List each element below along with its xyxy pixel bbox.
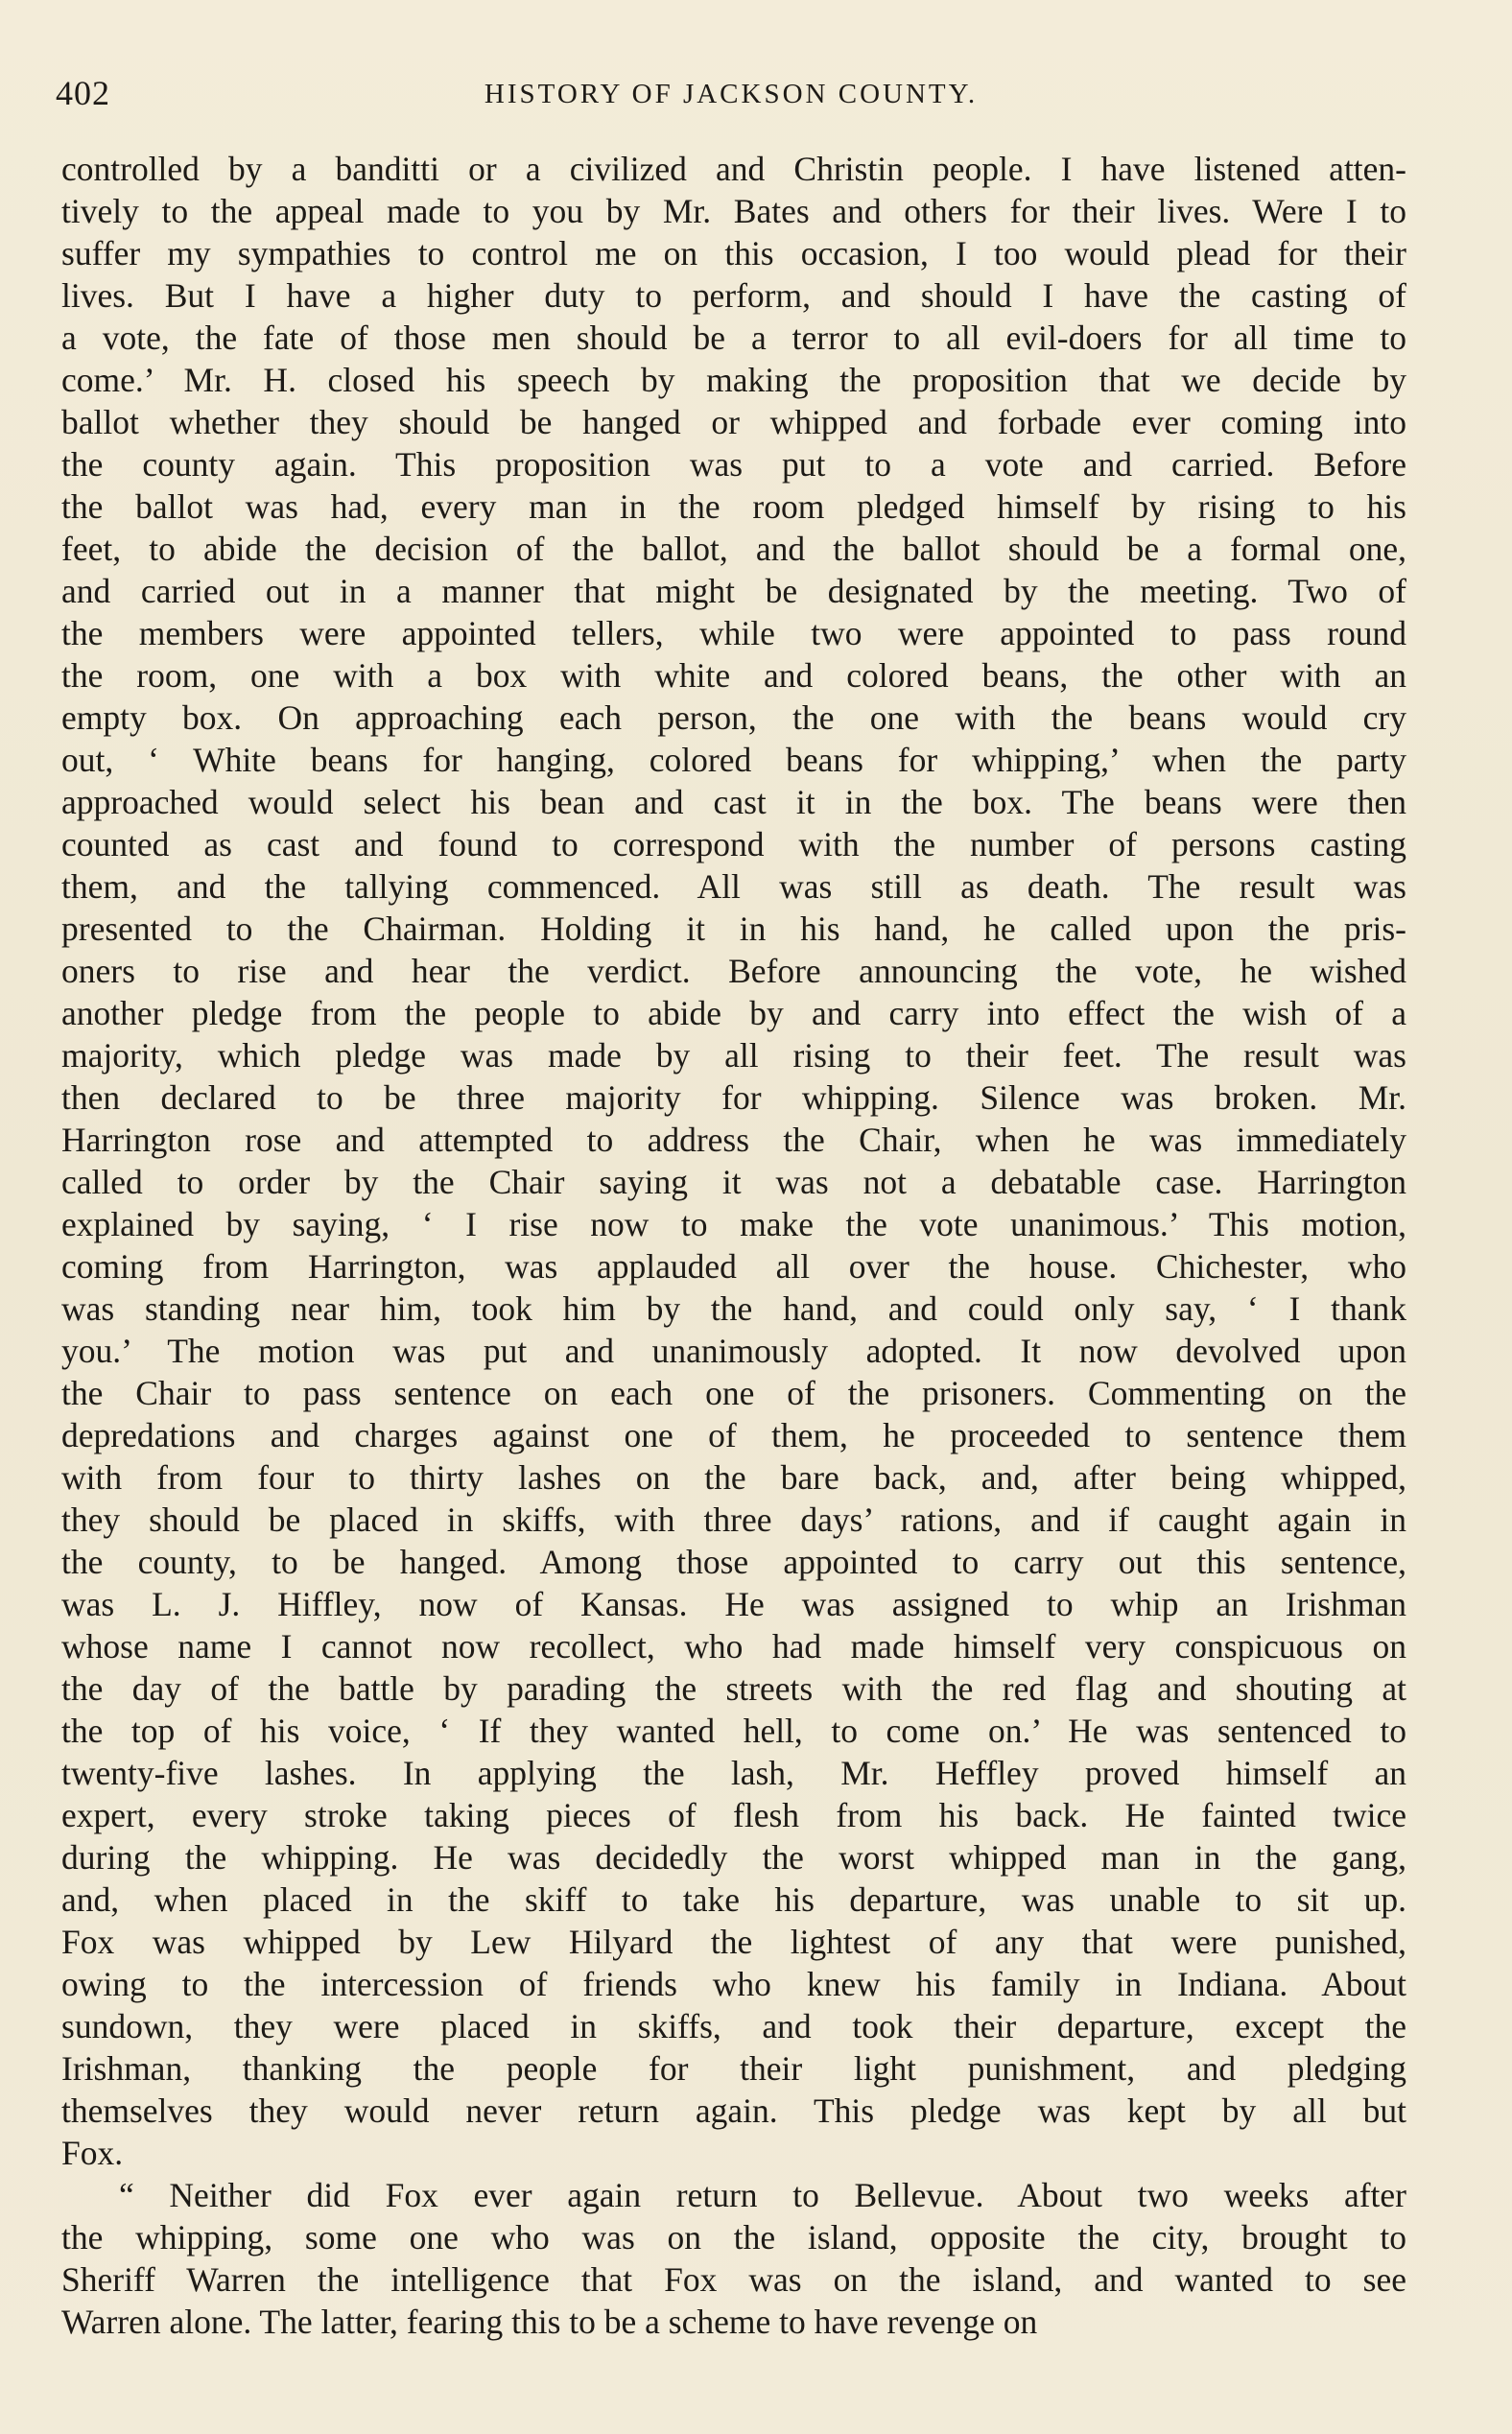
text-line: the county again. This proposition was put to a vote and carried. Before: [61, 445, 1406, 484]
text-line: and, when placed in the skiff to take his departure, was unable to sit up.: [61, 1880, 1406, 1919]
text-line: with from four to thirty lashes on the bare back, and, after being whipped,: [61, 1458, 1406, 1497]
page-number: 402: [56, 74, 110, 112]
text-line: suffer my sympathies to control me on this occasion, I too would plead for their: [61, 234, 1406, 272]
text-line: lives. But I have a higher duty to perform, and should I have the casting of: [61, 276, 1406, 315]
text-line: Fox.: [61, 2134, 124, 2172]
text-line: was L. J. Hiffley, now of Kansas. He was assigned to whip an Irishman: [61, 1585, 1406, 1623]
text-line: feet, to abide the decision of the ballot, and the ballot should be a formal one,: [61, 530, 1406, 568]
text-line: ballot whether they should be hanged or whipped and forbade ever coming into: [61, 403, 1406, 441]
text-line: the Chair to pass sentence on each one of the prisoners. Commenting on the: [61, 1374, 1406, 1412]
running-head: HISTORY OF JACKSON COUNTY.: [484, 79, 979, 109]
text-line: owing to the intercession of friends who knew his family in Indiana. About: [61, 1965, 1406, 2003]
text-line: called to order by the Chair saying it was not a debatable case. Harrington: [61, 1163, 1406, 1201]
text-line: come.’ Mr. H. closed his speech by making the proposition that we decide by: [61, 361, 1406, 399]
text-line: a vote, the fate of those men should be a terror to all evil-doers for all time to: [61, 319, 1406, 357]
text-line: them, and the tallying commenced. All was still as death. The result was: [61, 867, 1406, 906]
text-line: another pledge from the people to abide by and carry into effect the wish of a: [61, 994, 1406, 1032]
text-line: they should be placed in skiffs, with three days’ rations, and if caught again in: [61, 1501, 1406, 1539]
text-line: controlled by a banditti or a civilized and Christin people. I have listened atten-: [61, 150, 1406, 188]
text-line: explained by saying, ‘ I rise now to make the vote unanimous.’ This motion,: [61, 1205, 1406, 1243]
page-header: [56, 73, 1406, 115]
text-line: empty box. On approaching each person, the one with the beans would cry: [61, 698, 1406, 737]
text-line: the room, one with a box with white and colored beans, the other with an: [61, 656, 1406, 695]
text-line: approached would select his bean and cast it in the box. The beans were then: [61, 783, 1406, 821]
text-line: during the whipping. He was decidedly the worst whipped man in the gang,: [61, 1838, 1406, 1877]
text-line: was standing near him, took him by the hand, and could only say, ‘ I thank: [61, 1289, 1406, 1328]
text-line: whose name I cannot now recollect, who had made himself very conspicuous on: [61, 1627, 1406, 1666]
text-line: presented to the Chairman. Holding it in his hand, he called upon the pris-: [61, 910, 1406, 948]
text-line: Irishman, thanking the people for their light punishment, and pledging: [61, 2049, 1406, 2088]
text-line: coming from Harrington, was applauded all over the house. Chichester, who: [61, 1247, 1406, 1286]
text-line: Fox was whipped by Lew Hilyard the lightest of any that were punished,: [61, 1923, 1406, 1961]
text-line: the whipping, some one who was on the island, opposite the city, brought to: [61, 2218, 1406, 2257]
text-line: themselves they would never return again. This pledge was kept by all but: [61, 2091, 1406, 2130]
text-line: the ballot was had, every man in the room pledged himself by rising to his: [61, 487, 1406, 526]
text-line: Warren alone. The latter, fearing this to be a scheme to have revenge on: [61, 2303, 1038, 2341]
text-line: the top of his voice, ‘ If they wanted hell, to come on.’ He was sentenced to: [61, 1712, 1406, 1750]
body-text: [61, 148, 1406, 2343]
text-line: oners to rise and hear the verdict. Before announcing the vote, he wished: [61, 952, 1406, 990]
text-line: twenty-five lashes. In applying the lash, Mr. Heffley proved himself an: [61, 1754, 1406, 1792]
text-line: you.’ The motion was put and unanimously adopted. It now devolved upon: [61, 1332, 1406, 1370]
text-line: depredations and charges against one of them, he proceeded to sentence them: [61, 1416, 1406, 1454]
text-line: counted as cast and found to correspond with the number of persons casting: [61, 825, 1406, 863]
text-line: tively to the appeal made to you by Mr. Bates and others for their lives. Were I to: [61, 192, 1406, 230]
text-line: then declared to be three majority for whipping. Silence was broken. Mr.: [61, 1078, 1406, 1117]
text-line: out, ‘ White beans for hanging, colored beans for whipping,’ when the party: [61, 741, 1406, 779]
text-line: the day of the battle by parading the streets with the red flag and shouting at: [61, 1669, 1406, 1708]
text-line: Harrington rose and attempted to address the Chair, when he was immediately: [61, 1121, 1406, 1159]
text-line: sundown, they were placed in skiffs, and took their departure, except the: [61, 2007, 1406, 2045]
text-line: “ Neither did Fox ever again return to Bellevue. About two weeks after: [119, 2176, 1406, 2214]
text-line: majority, which pledge was made by all rising to their feet. The result was: [61, 1036, 1406, 1075]
text-line: the members were appointed tellers, while two were appointed to pass round: [61, 614, 1406, 652]
text-line: expert, every stroke taking pieces of flesh from his back. He fainted twice: [61, 1796, 1406, 1834]
text-line: and carried out in a manner that might be designated by the meeting. Two of: [61, 572, 1406, 610]
text-line: Sheriff Warren the intelligence that Fox was on the island, and wanted to see: [61, 2260, 1406, 2299]
text-line: the county, to be hanged. Among those appointed to carry out this sentence,: [61, 1543, 1406, 1581]
